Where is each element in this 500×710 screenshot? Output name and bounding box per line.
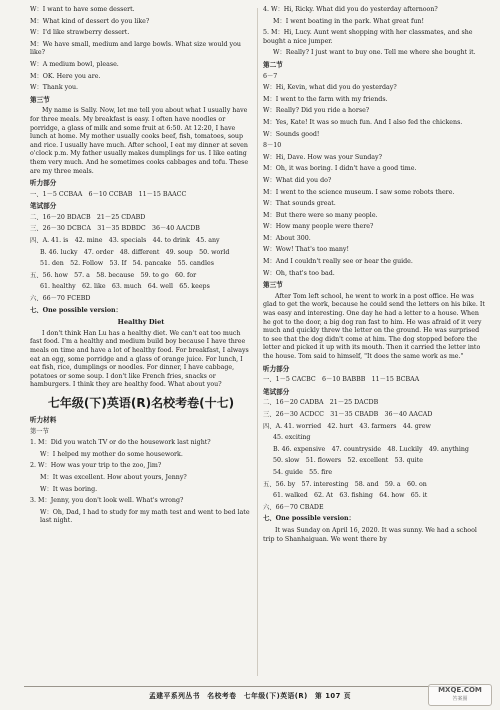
text-line: 四、A. 41. is 42. mine 43. specials 44. to drink 45. any [30,237,220,245]
text-line: After Tom left school, he went to work in a post office. He was glad to get the work, because he could send the letters on his bike. It was easy and interesting. One day he had a letter to a house. When he got to the door, a big dog ran fast to him. He was afraid of it very much and quickly threw the letter on the ground. He was surprised to see that the dog didn't come at him. The dog stopped before the letter and picked it up with its mouth. Then it carried the letter into the house. Tom said to himself, "It does the same work as me." [263,292,485,360]
text-line: M：What kind of dessert do you like? [30,17,150,25]
text-line: 七、One possible version： [263,515,355,523]
text-line: M：OK. Here you are. [30,72,101,80]
text-line: M：And I couldn't really see or hear the guide. [263,258,413,266]
text-line: W：A medium bowl, please. [30,60,119,68]
watermark-main-text: MXQE.COM [438,686,482,694]
footer-text: 孟建平系列丛书 名校考卷 七年级(下)英语(R) 第 107 页 [148,692,352,700]
watermark-logo [428,684,492,706]
text-line: 1. M：Did you watch TV or do the housework last night? [30,439,211,447]
text-line: 54. guide 55. fire [273,468,333,476]
column-divider [257,8,258,676]
text-line: 50. slow 51. flowers 52. excellent 53. quite [273,457,423,465]
left-column [30,6,252,529]
text-line: 3. M：Jenny, you don't look well. What's wrong? [30,497,184,505]
text-line: W：Hi, Kevin, what did you do yesterday? [263,84,397,92]
text-line: 第一节 [30,427,49,435]
text-line: W：Really? I just want to buy one. Tell me where she bought it. [273,49,476,57]
text-line: M：I went boating in the park. What great fun! [273,17,424,25]
text-line: 一、1－5 CCBAA 6－10 CCBAB 11－15 BAACC [30,190,187,198]
text-line: M：I went to the science museum. I saw some robots there. [263,188,455,196]
text-line: W：Thank you. [30,84,79,92]
text-line: W：I want to have some dessert. [30,6,135,13]
right-column [263,6,485,547]
text-line: My name is Sally. Now, let me tell you about what I usually have for three meals. My breakfast is easy. I often have noodles or porridge, a glass of milk and some fruit at 6:50. At 12:20, I have lunch at home. My mother usually cooks beef, fish, tomatoes, soup and rice. I usually have much. After school, I eat my dinner at seven o'clock p.m. My father usually makes dumplings for us. I like eating them very much. And he sometimes cooks cabbages and tofu. These are my three meals. [30,107,249,175]
text-line: W：Sounds good! [263,130,320,138]
text-line: 2. W：How was your trip to the zoo, Jim? [30,462,162,470]
text-line: W：Oh, Dad, I had to study for my math test and went to bed late last night. [40,508,250,525]
text-line: 六、66－70 FCEBD [30,295,91,303]
section-heading: 第三节 [30,95,50,104]
exam-title: 七年级(下)英语(R)名校考卷(十七) [47,395,235,410]
text-line: 三、26－30 DCBCA 31－35 BDBDC 36－40 AACDB [30,225,200,233]
text-line: M：I went to the farm with my friends. [263,95,388,103]
text-line: M：We have small, medium and large bowls. What size would you like? [30,40,241,57]
text-line: 二、16－20 BDACB 21－25 CDABD [30,213,146,221]
text-line: 8－10 [263,142,282,150]
text-line: 三、26－30 ACDCC 31－35 CBADB 36－40 AACAD [263,410,433,418]
text-line: 4. W：Hi, Ricky. What did you do yesterday afternoon? [263,6,438,13]
text-line: 61. healthy 62. like 63. much 64. well 65. keeps [40,283,210,291]
text-line: M：But there were so many people. [263,211,378,219]
text-line: Healthy Diet [117,318,165,327]
text-line: 四、A. 41. worried 42. hurt 43. farmers 44. grew [263,422,431,430]
text-line: W：Really? Did you ride a horse? [263,107,370,115]
section-heading: 听力材料 [30,415,57,424]
text-line: 五、56. how 57. a 58. because 59. to go 60. for [30,271,197,279]
text-line: W：Wow! That's too many! [263,246,350,254]
text-line: M：About 300. [263,234,311,242]
text-line: B. 46. lucky 47. order 48. different 49. soup 50. world [40,248,230,256]
text-line: W：That sounds great. [263,200,336,208]
text-line: W：How many people were there? [263,223,374,231]
text-line: 45. exciting [273,434,311,442]
text-line: 6－7 [263,72,278,80]
section-heading: 听力部分 [30,179,57,188]
text-line: 一、1－5 CACBC 6－10 BABBB 11－15 BCBAA [263,376,420,384]
section-heading: 第三节 [263,281,283,290]
text-line: B. 46. expensive 47. countryside 48. Luckily 49. anything [273,445,469,453]
watermark-sub-text: 答案圈 [452,696,468,702]
text-line: M：Yes, Kate! It was so much fun. And I also fed the chickens. [263,118,463,126]
text-line: W：It was boring. [40,485,98,493]
text-line: W：Hi, Dave. How was your Sunday? [263,153,382,161]
text-line: W：I helped my mother do some housework. [40,450,183,458]
text-line: 五、56. by 57. interesting 58. and 59. a 60. on [263,480,427,488]
text-line: 5. M：Hi, Lucy. Aunt went shopping with her classmates, and she bought a nice jumper. [263,29,473,45]
text-line: I don't think Han Lu has a healthy diet. We can't eat too much fast food. I'm a healthy and medium build boy because I have three meals on time and have a lot of healthy food. For breakfast, I always eat an egg, some porridge and a glass of orange juice. For lunch, I eat fish, rice, dumplings or noodles. For dinner, I have cabbage, potatoes or some soup. I don't like French fries, snacks or hamburgers. I think they are healthy food. What about you? [30,329,249,389]
text-line: 二、16－20 CADBA 21－25 DACDB [263,399,379,407]
section-heading: 第二节 [263,60,283,69]
text-line: 61. walked 62. At 63. fishing 64. how 65. it [273,492,428,500]
text-line: W：What did you do? [263,176,332,184]
section-heading: 听力部分 [263,364,290,373]
text-line: 六、66－70 CBADE [263,503,324,511]
text-line: 51. den 52. Follow 53. If 54. pancake 55. candles [40,260,214,268]
text-line: It was Sunday on April 16, 2020. It was sunny. We had a school trip to Shanhaiguan. We went there by [263,526,477,543]
page-footer [24,686,476,705]
text-line: W：Oh, that's too bad. [263,269,335,277]
text-line: W：I'd like strawberry dessert. [30,29,130,37]
section-heading: 笔试部分 [263,387,290,396]
text-line: M：It was excellent. How about yours, Jenny? [40,473,187,481]
section-heading: 笔试部分 [30,202,57,211]
text-line: M：Oh, it was boring. I didn't have a good time. [263,165,417,173]
text-line: 七、One possible version： [30,306,122,314]
